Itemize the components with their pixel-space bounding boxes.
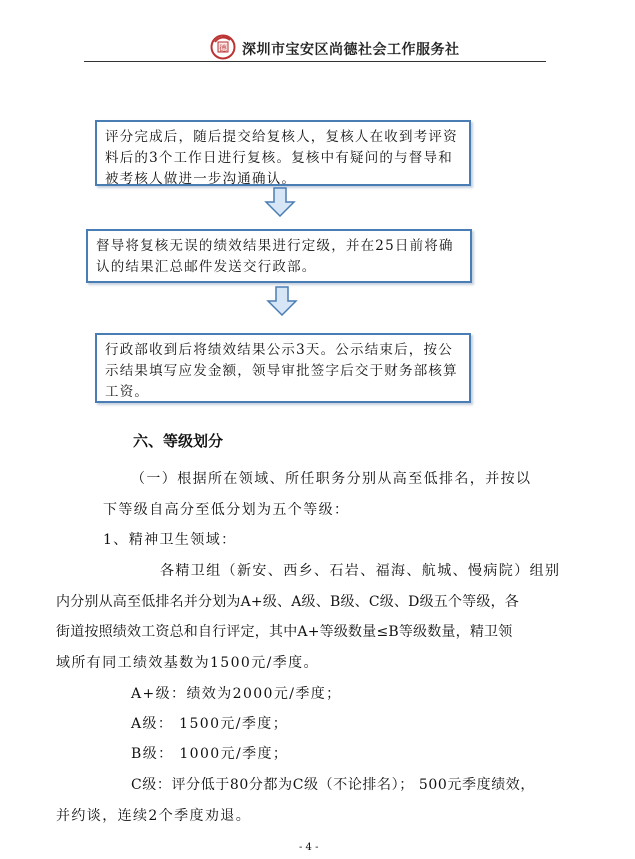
flow-step-line: 工资。 xyxy=(105,384,150,400)
flow-step-grading xyxy=(86,229,472,283)
paragraph-line: 内分别从高至低排名并分划为A+级、A级、B级、C级、D级五个等级，各 xyxy=(56,594,519,610)
flow-step-line: 示结果填写应发金额，领导审批签字后交于财务部核算 xyxy=(105,363,458,379)
paragraph-line: （一）根据所在领域、所任职务分别从高至低排名，并按以 xyxy=(131,471,532,487)
page-header xyxy=(84,34,546,62)
grade-c: C级：评分低于80分都为C级（不论排名）； 500元季度绩效， xyxy=(131,777,536,793)
flow-step-line: 督导将复核无误的绩效结果进行定级，并在25日前将确 xyxy=(96,238,454,254)
svg-text:德: 德 xyxy=(219,44,227,53)
flow-step-review xyxy=(95,120,471,186)
down-arrow-icon xyxy=(266,286,298,316)
paragraph-line: 域所有同工绩效基数为1500元/季度。 xyxy=(56,655,319,671)
flow-step-line: 评分完成后，随后提交给复核人，复核人在收到考评资 xyxy=(105,129,458,145)
grade-c-continued: 并约谈，连续2个季度劝退。 xyxy=(56,808,252,824)
paragraph-line: 下等级自高分至低分划为五个等级： xyxy=(103,502,350,518)
paragraph-line: 各精卫组（新安、西乡、石岩、福海、航城、慢病院）组别 xyxy=(160,563,561,579)
flow-step-publish xyxy=(95,333,471,403)
flow-step-line: 料后的3个工作日进行复核。复核中有疑问的与督导和 xyxy=(105,150,453,166)
down-arrow-icon xyxy=(264,187,296,217)
header-title: 深圳市宝安区尚德社会工作服务社 xyxy=(242,42,460,58)
grade-b: B级： 1000元/季度； xyxy=(131,746,289,762)
organization-logo xyxy=(210,34,236,60)
list-item-title: 1、精神卫生领域： xyxy=(103,532,237,548)
flow-step-line: 被考核人做进一步沟通确认。 xyxy=(105,171,297,187)
grade-a: A级： 1500元/季度； xyxy=(131,716,289,732)
paragraph-line: 街道按照绩效工资总和自行评定，其中A+等级数量≤B等级数量，精卫领 xyxy=(56,624,513,640)
flow-step-line: 行政部收到后将绩效结果公示3天。公示结束后，按公 xyxy=(105,342,453,358)
header-rule xyxy=(84,61,546,62)
page-number: - 4 - xyxy=(299,842,319,853)
flow-step-line: 认的结果汇总邮件发送交行政部。 xyxy=(96,259,317,275)
section-heading: 六、等级划分 xyxy=(133,432,224,450)
grade-aplus: A+级：绩效为2000元/季度； xyxy=(131,686,342,702)
